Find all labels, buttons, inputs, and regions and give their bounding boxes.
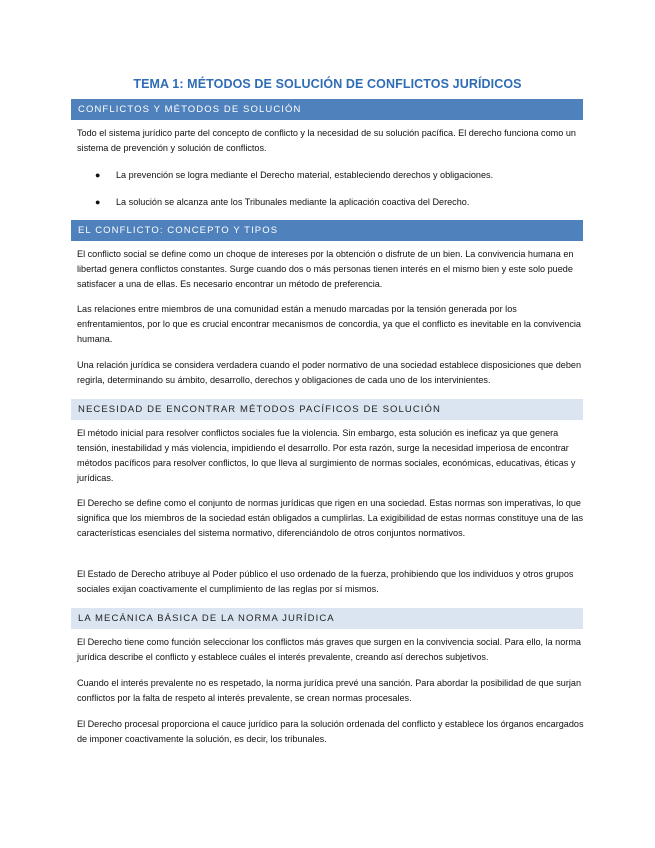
section-heading-mecanica: LA MECÁNICA BÁSICA DE LA NORMA JURÍDICA (71, 608, 583, 629)
document-title: TEMA 1: MÉTODOS DE SOLUCIÓN DE CONFLICTOS JURÍDICOS (133, 77, 522, 91)
paragraph: El Derecho procesal proporciona el cauce jurídico para la solución ordenada del conflicto y establece los órganos encargados de imponer coactivamente la solución, es decir, los tribunales. (77, 719, 584, 744)
bullet-text: La solución se alcanza ante los Tribunales mediante la aplicación coactiva del Derecho. (116, 197, 470, 207)
paragraph: El método inicial para resolver conflictos sociales fue la violencia. Sin embargo, esta solución es ineficaz ya que genera tensión, inestabilidad y más violencia, impidiendo el desarrollo. Por esta razón, surge la necesidad imperiosa de encontrar métodos pacíficos para resolver conflictos, lo que lleva al surgimiento de normas sociales, económicas, educativas, éticas y jurídicas. (77, 428, 576, 483)
paragraph: El Estado de Derecho atribuye al Poder público el uso ordenado de la fuerza, prohibiendo que los individuos y otros grupos sociales exijan coactivamente el cumplimiento de las reglas por sí mismos. (77, 569, 574, 594)
section-heading-necesidad: NECESIDAD DE ENCONTRAR MÉTODOS PACÍFICOS DE SOLUCIÓN (71, 399, 583, 420)
bullet-icon: ● (95, 170, 101, 180)
section-heading-el-conflicto: EL CONFLICTO: CONCEPTO Y TIPOS (71, 220, 583, 241)
paragraph: Cuando el interés prevalente no es respetado, la norma jurídica prevé una sanción. Para abordar la posibilidad de que surjan conflictos por la falta de respeto al interés prevalente, se crean normas procesales. (77, 678, 582, 703)
paragraph: Las relaciones entre miembros de una comunidad están a menudo marcadas por la tensión generada por los enfrentamientos, por lo que es crucial encontrar mecanismos de concordia, ya que el conflicto es inevitable en la convivencia humana. (77, 304, 581, 344)
paragraph: El conflicto social se define como un choque de intereses por la obtención o disfrute de un bien. La convivencia humana en libertad genera conflictos constantes. Surge cuando dos o más personas tienen interés en el mismo bien y este solo puede satisfacer a una de ellas. Es necesario encontrar un método de preferencia. (77, 249, 574, 289)
section-heading-conflictos: CONFLICTOS Y MÉTODOS DE SOLUCIÓN (71, 99, 583, 120)
paragraph: Todo el sistema jurídico parte del concepto de conflicto y la necesidad de su solución pacífica. El derecho funciona como un sistema de prevención y solución de conflictos. (77, 128, 576, 153)
bullet-icon: ● (95, 197, 101, 207)
paragraph: El Derecho se define como el conjunto de normas jurídicas que rigen en una sociedad. Estas normas son imperativas, lo que significa que los miembros de la sociedad están obligados a cumplirlas. La exigibilidad de estas normas constituye una de las características esenciales del sistema normativo, diferenciándolo de otros conjuntos normativos. (77, 498, 583, 538)
paragraph: El Derecho tiene como función seleccionar los conflictos más graves que surgen en la convivencia social. Para ello, la norma jurídica describe el conflicto y establece cuáles el interés prevalente, creando así derechos subjetivos. (77, 637, 581, 662)
bullet-text: La prevención se logra mediante el Derecho material, estableciendo derechos y obligaciones. (116, 170, 494, 180)
paragraph: Una relación jurídica se considera verdadera cuando el poder normativo de una sociedad establece disposiciones que deben regirla, determinando su ámbito, desarrollo, derechos y obligaciones de cada uno de los intervinientes. (77, 360, 582, 385)
